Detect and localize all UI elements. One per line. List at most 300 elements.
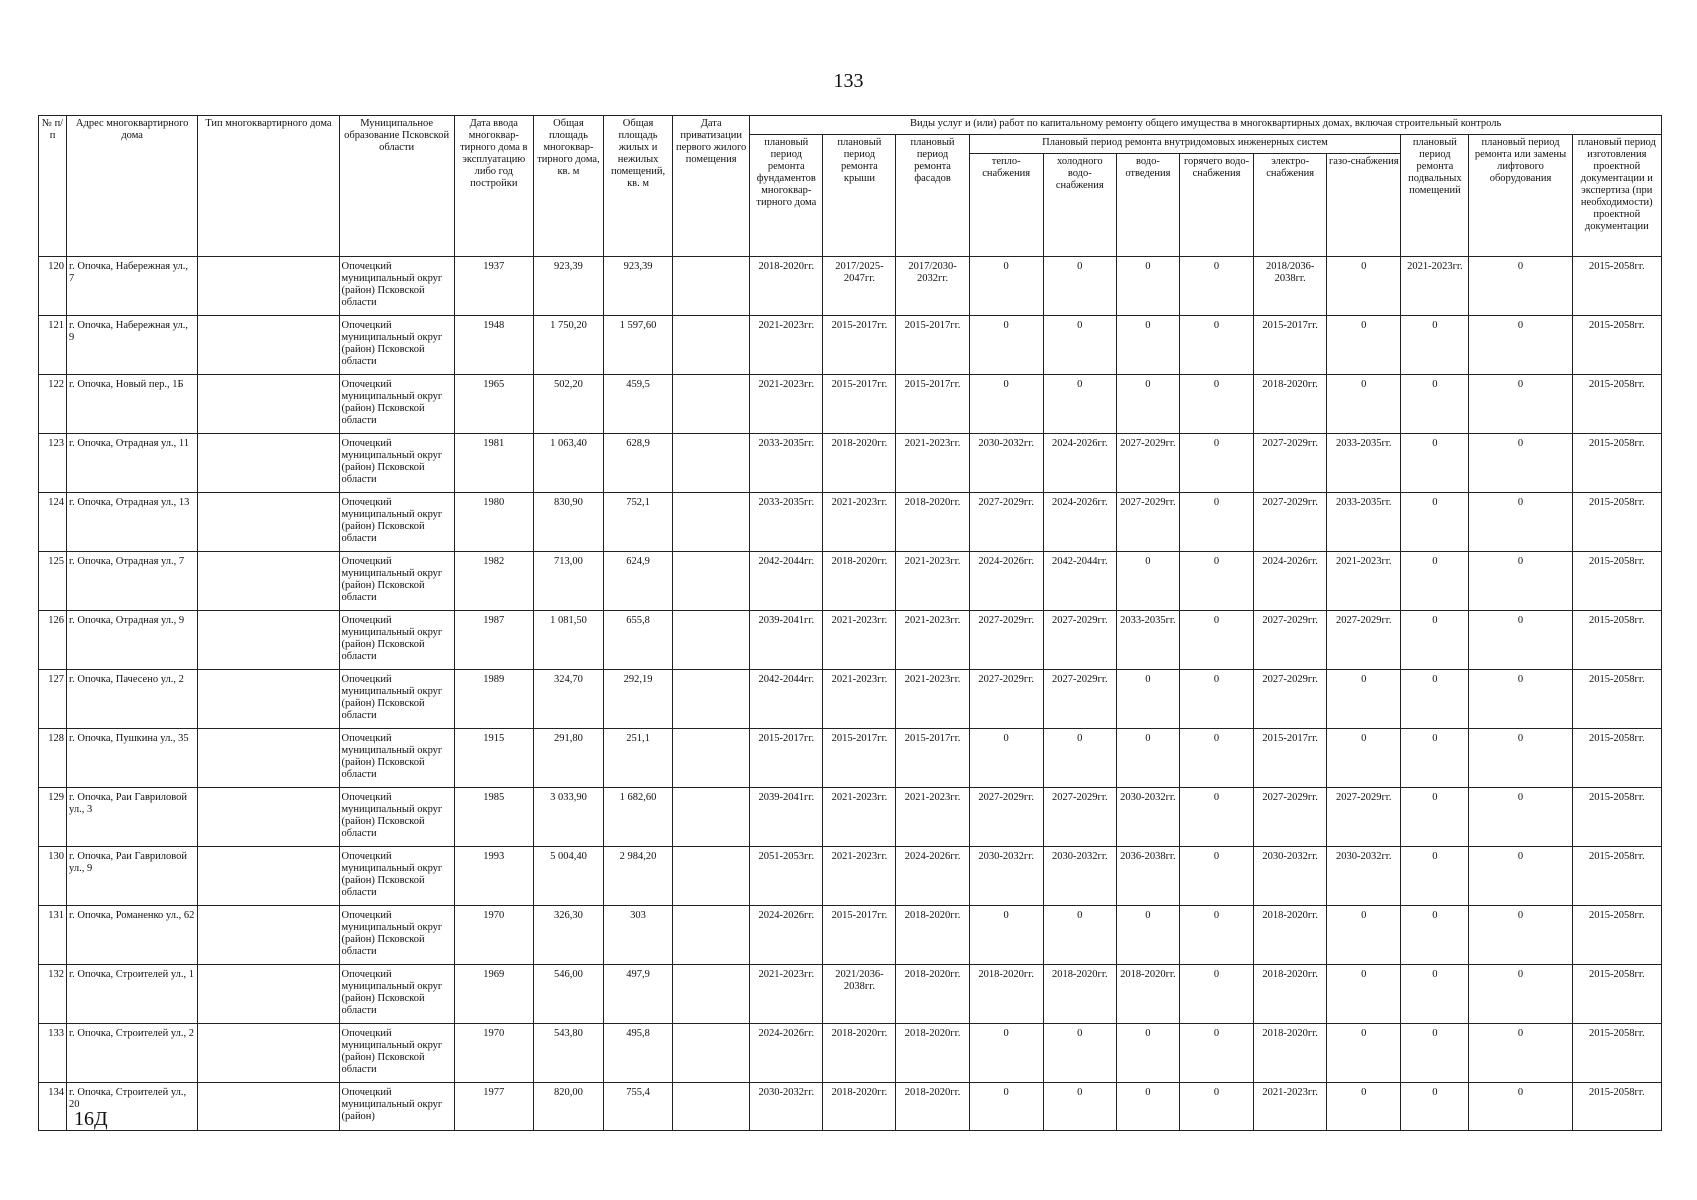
row-total-area: 543,80: [533, 1024, 603, 1083]
row-basement: 0: [1401, 316, 1469, 375]
row-gas: 0: [1327, 906, 1401, 965]
row-privatization: [673, 906, 750, 965]
row-municipality: Опочецкий муниципальный округ (район) Псковской области: [339, 788, 454, 847]
row-roof: 2017/2025-2047гг.: [823, 257, 896, 316]
row-hot-water: 0: [1179, 906, 1253, 965]
col-heat: тепло-снабжения: [969, 154, 1043, 257]
row-residential-area: 495,8: [604, 1024, 673, 1083]
table-row: [39, 729, 1662, 788]
row-address: г. Опочка, Новый пер., 1Б: [67, 375, 198, 434]
row-drainage: 0: [1116, 906, 1179, 965]
row-address: г. Опочка, Пачесено ул., 2: [67, 670, 198, 729]
row-municipality: Опочецкий муниципальный округ (район) Псковской области: [339, 316, 454, 375]
row-roof: 2021-2023гг.: [823, 493, 896, 552]
row-drainage: 0: [1116, 257, 1179, 316]
row-drainage: 2036-2038гг.: [1116, 847, 1179, 906]
row-heat: 0: [969, 906, 1043, 965]
row-roof: 2015-2017гг.: [823, 316, 896, 375]
row-roof: 2018-2020гг.: [823, 552, 896, 611]
row-electric: 2018-2020гг.: [1254, 1024, 1327, 1083]
row-year: 1993: [454, 847, 533, 906]
row-total-area: 3 033,90: [533, 788, 603, 847]
row-privatization: [673, 257, 750, 316]
row-municipality: Опочецкий муниципальный округ (район) Псковской области: [339, 1024, 454, 1083]
row-design-docs: 2015-2058гг.: [1572, 729, 1661, 788]
row-total-area: 1 063,40: [533, 434, 603, 493]
row-gas: 2027-2029гг.: [1327, 788, 1401, 847]
row-heat: 2030-2032гг.: [969, 434, 1043, 493]
row-heat: 0: [969, 257, 1043, 316]
row-residential-area: 624,9: [604, 552, 673, 611]
row-basement: 0: [1401, 906, 1469, 965]
table-body: [39, 257, 1662, 1131]
row-drainage: 0: [1116, 729, 1179, 788]
col-drainage: водо-отведения: [1116, 154, 1179, 257]
col-elevator: плановый период ремонта или замены лифтового оборудования: [1469, 135, 1572, 257]
table-row: [39, 493, 1662, 552]
row-hot-water: 0: [1179, 611, 1253, 670]
row-type: [198, 788, 339, 847]
row-design-docs: 2015-2058гг.: [1572, 375, 1661, 434]
row-residential-area: 303: [604, 906, 673, 965]
row-design-docs: 2015-2058гг.: [1572, 906, 1661, 965]
row-gas: 0: [1327, 670, 1401, 729]
row-cold-water: 0: [1043, 316, 1116, 375]
row-number: 128: [39, 729, 67, 788]
row-heat: 2024-2026гг.: [969, 552, 1043, 611]
row-drainage: 0: [1116, 552, 1179, 611]
row-foundation: 2024-2026гг.: [750, 906, 823, 965]
row-type: [198, 434, 339, 493]
row-elevator: 0: [1469, 670, 1572, 729]
row-facade: 2021-2023гг.: [896, 552, 969, 611]
row-facade: 2018-2020гг.: [896, 1083, 969, 1131]
row-design-docs: 2015-2058гг.: [1572, 611, 1661, 670]
row-hot-water: 0: [1179, 965, 1253, 1024]
row-roof: 2021-2023гг.: [823, 611, 896, 670]
row-roof: 2018-2020гг.: [823, 1083, 896, 1131]
row-year: 1987: [454, 611, 533, 670]
col-residential-area: Общая площадь жилых и нежилых помещений, кв. м: [604, 116, 673, 257]
row-cold-water: 2042-2044гг.: [1043, 552, 1116, 611]
row-type: [198, 257, 339, 316]
row-hot-water: 0: [1179, 670, 1253, 729]
row-heat: 2027-2029гг.: [969, 611, 1043, 670]
row-foundation: 2042-2044гг.: [750, 670, 823, 729]
col-electric: электро-снабжения: [1254, 154, 1327, 257]
row-facade: 2021-2023гг.: [896, 611, 969, 670]
row-basement: 0: [1401, 1083, 1469, 1131]
row-municipality: Опочецкий муниципальный округ (район) Псковской области: [339, 493, 454, 552]
row-number: 131: [39, 906, 67, 965]
row-elevator: 0: [1469, 965, 1572, 1024]
row-year: 1989: [454, 670, 533, 729]
row-elevator: 0: [1469, 729, 1572, 788]
row-drainage: 2018-2020гг.: [1116, 965, 1179, 1024]
row-address: г. Опочка, Раи Гавриловой ул., 3: [67, 788, 198, 847]
row-hot-water: 0: [1179, 375, 1253, 434]
row-basement: 0: [1401, 434, 1469, 493]
row-facade: 2015-2017гг.: [896, 316, 969, 375]
row-address: г. Опочка, Набережная ул., 7: [67, 257, 198, 316]
row-heat: 0: [969, 375, 1043, 434]
row-roof: 2021-2023гг.: [823, 788, 896, 847]
row-design-docs: 2015-2058гг.: [1572, 965, 1661, 1024]
row-gas: 2030-2032гг.: [1327, 847, 1401, 906]
row-basement: 0: [1401, 729, 1469, 788]
row-address: г. Опочка, Строителей ул., 1: [67, 965, 198, 1024]
table-row: [39, 611, 1662, 670]
row-elevator: 0: [1469, 552, 1572, 611]
row-type: [198, 847, 339, 906]
row-total-area: 502,20: [533, 375, 603, 434]
row-cold-water: 0: [1043, 906, 1116, 965]
row-hot-water: 0: [1179, 1024, 1253, 1083]
row-heat: 0: [969, 1024, 1043, 1083]
row-heat: 0: [969, 316, 1043, 375]
row-year: 1981: [454, 434, 533, 493]
col-municipality: Муниципальное образование Псковской области: [339, 116, 454, 257]
table-header: [39, 116, 1662, 257]
engineering-group-header: Плановый период ремонта внутридомовых инженерных систем: [969, 135, 1401, 154]
col-total-area: Общая площадь многоквар-тирного дома, кв. м: [533, 116, 603, 257]
row-facade: 2021-2023гг.: [896, 434, 969, 493]
row-year: 1948: [454, 316, 533, 375]
row-privatization: [673, 965, 750, 1024]
capital-repair-table: [38, 115, 1662, 1131]
row-basement: 0: [1401, 552, 1469, 611]
row-facade: 2018-2020гг.: [896, 965, 969, 1024]
row-roof: 2018-2020гг.: [823, 434, 896, 493]
col-address: Адрес многоквартирного дома: [67, 116, 198, 257]
row-foundation: 2021-2023гг.: [750, 965, 823, 1024]
row-gas: 2033-2035гг.: [1327, 434, 1401, 493]
row-facade: 2015-2017гг.: [896, 375, 969, 434]
row-privatization: [673, 670, 750, 729]
row-cold-water: 2027-2029гг.: [1043, 611, 1116, 670]
row-cold-water: 0: [1043, 375, 1116, 434]
row-gas: 0: [1327, 729, 1401, 788]
row-privatization: [673, 611, 750, 670]
row-facade: 2018-2020гг.: [896, 493, 969, 552]
row-gas: 0: [1327, 1083, 1401, 1131]
row-basement: 0: [1401, 847, 1469, 906]
table-row: [39, 788, 1662, 847]
row-residential-area: 1 597,60: [604, 316, 673, 375]
row-type: [198, 611, 339, 670]
row-residential-area: 251,1: [604, 729, 673, 788]
row-drainage: 0: [1116, 316, 1179, 375]
row-residential-area: 628,9: [604, 434, 673, 493]
row-address: г. Опочка, Отрадная ул., 9: [67, 611, 198, 670]
row-total-area: 546,00: [533, 965, 603, 1024]
row-privatization: [673, 493, 750, 552]
row-hot-water: 0: [1179, 257, 1253, 316]
row-roof: 2021-2023гг.: [823, 847, 896, 906]
row-gas: 0: [1327, 316, 1401, 375]
row-municipality: Опочецкий муниципальный округ (район) Псковской области: [339, 375, 454, 434]
row-design-docs: 2015-2058гг.: [1572, 257, 1661, 316]
col-num: № п/п: [39, 116, 67, 257]
row-design-docs: 2015-2058гг.: [1572, 434, 1661, 493]
row-gas: 0: [1327, 1024, 1401, 1083]
row-number: 129: [39, 788, 67, 847]
row-design-docs: 2015-2058гг.: [1572, 670, 1661, 729]
row-year: 1980: [454, 493, 533, 552]
row-year: 1969: [454, 965, 533, 1024]
col-type: Тип многоквартирного дома: [198, 116, 339, 257]
row-hot-water: 0: [1179, 434, 1253, 493]
col-privatization-date: Дата приватизации первого жилого помещения: [673, 116, 750, 257]
row-cold-water: 2024-2026гг.: [1043, 434, 1116, 493]
row-type: [198, 1024, 339, 1083]
row-electric: 2027-2029гг.: [1254, 611, 1327, 670]
row-privatization: [673, 847, 750, 906]
row-drainage: 0: [1116, 1024, 1179, 1083]
row-residential-area: 459,5: [604, 375, 673, 434]
row-year: 1965: [454, 375, 533, 434]
row-roof: 2015-2017гг.: [823, 906, 896, 965]
row-electric: 2027-2029гг.: [1254, 670, 1327, 729]
row-foundation: 2051-2053гг.: [750, 847, 823, 906]
row-number: 127: [39, 670, 67, 729]
row-foundation: 2039-2041гг.: [750, 788, 823, 847]
row-total-area: 1 081,50: [533, 611, 603, 670]
row-hot-water: 0: [1179, 493, 1253, 552]
row-cold-water: 0: [1043, 1024, 1116, 1083]
row-municipality: Опочецкий муниципальный округ (район) Псковской области: [339, 847, 454, 906]
row-gas: 2033-2035гг.: [1327, 493, 1401, 552]
row-address: г. Опочка, Отрадная ул., 7: [67, 552, 198, 611]
row-drainage: 2027-2029гг.: [1116, 493, 1179, 552]
row-number: 121: [39, 316, 67, 375]
row-residential-area: 655,8: [604, 611, 673, 670]
row-elevator: 0: [1469, 788, 1572, 847]
row-municipality: Опочецкий муниципальный округ (район) Псковской области: [339, 611, 454, 670]
row-cold-water: 0: [1043, 729, 1116, 788]
row-drainage: 0: [1116, 375, 1179, 434]
footer-code: 16Д: [74, 1108, 108, 1130]
row-foundation: 2015-2017гг.: [750, 729, 823, 788]
col-basement: плановый период ремонта подвальных помещений: [1401, 135, 1469, 257]
row-facade: 2018-2020гг.: [896, 906, 969, 965]
row-foundation: 2030-2032гг.: [750, 1083, 823, 1131]
row-elevator: 0: [1469, 316, 1572, 375]
row-gas: 2021-2023гг.: [1327, 552, 1401, 611]
row-basement: 2021-2023гг.: [1401, 257, 1469, 316]
row-year: 1970: [454, 906, 533, 965]
row-heat: 2027-2029гг.: [969, 493, 1043, 552]
row-cold-water: 2030-2032гг.: [1043, 847, 1116, 906]
row-basement: 0: [1401, 965, 1469, 1024]
row-privatization: [673, 316, 750, 375]
row-design-docs: 2015-2058гг.: [1572, 493, 1661, 552]
row-address: г. Опочка, Отрадная ул., 13: [67, 493, 198, 552]
row-facade: 2015-2017гг.: [896, 729, 969, 788]
row-design-docs: 2015-2058гг.: [1572, 1024, 1661, 1083]
row-cold-water: 2027-2029гг.: [1043, 788, 1116, 847]
col-gas: газо-снабжения: [1327, 154, 1401, 257]
table-row: [39, 434, 1662, 493]
col-date-commission: Дата ввода многоквар-тирного дома в эксплуатацию либо год постройки: [454, 116, 533, 257]
row-heat: 2030-2032гг.: [969, 847, 1043, 906]
works-group-header: Виды услуг и (или) работ по капитальному ремонту общего имущества в многоквартирных домах, включая строительный контроль: [750, 116, 1662, 135]
row-municipality: Опочецкий муниципальный округ (район): [339, 1083, 454, 1131]
row-year: 1977: [454, 1083, 533, 1131]
row-foundation: 2021-2023гг.: [750, 375, 823, 434]
row-type: [198, 552, 339, 611]
row-address: г. Опочка, Отрадная ул., 11: [67, 434, 198, 493]
col-roof: плановый период ремонта крыши: [823, 135, 896, 257]
row-number: 126: [39, 611, 67, 670]
row-hot-water: 0: [1179, 1083, 1253, 1131]
row-basement: 0: [1401, 493, 1469, 552]
row-year: 1985: [454, 788, 533, 847]
row-foundation: 2024-2026гг.: [750, 1024, 823, 1083]
row-total-area: 830,90: [533, 493, 603, 552]
row-residential-area: 752,1: [604, 493, 673, 552]
row-year: 1982: [454, 552, 533, 611]
row-drainage: 2033-2035гг.: [1116, 611, 1179, 670]
table-row: [39, 670, 1662, 729]
row-elevator: 0: [1469, 257, 1572, 316]
row-total-area: 820,00: [533, 1083, 603, 1131]
row-number: 132: [39, 965, 67, 1024]
table-row: [39, 316, 1662, 375]
row-hot-water: 0: [1179, 788, 1253, 847]
row-facade: 2017/2030-2032гг.: [896, 257, 969, 316]
row-gas: 0: [1327, 965, 1401, 1024]
row-heat: 0: [969, 1083, 1043, 1131]
table-row: [39, 552, 1662, 611]
row-municipality: Опочецкий муниципальный округ (район) Псковской области: [339, 906, 454, 965]
row-gas: 2027-2029гг.: [1327, 611, 1401, 670]
col-facade: плановый период ремонта фасадов: [896, 135, 969, 257]
row-hot-water: 0: [1179, 847, 1253, 906]
row-electric: 2018-2020гг.: [1254, 375, 1327, 434]
row-municipality: Опочецкий муниципальный округ (район) Псковской области: [339, 729, 454, 788]
row-facade: 2021-2023гг.: [896, 670, 969, 729]
row-privatization: [673, 552, 750, 611]
row-number: 125: [39, 552, 67, 611]
table-row: [39, 1024, 1662, 1083]
row-basement: 0: [1401, 611, 1469, 670]
row-design-docs: 2015-2058гг.: [1572, 316, 1661, 375]
row-electric: 2018-2020гг.: [1254, 906, 1327, 965]
table-row: [39, 1083, 1662, 1131]
row-year: 1937: [454, 257, 533, 316]
row-electric: 2024-2026гг.: [1254, 552, 1327, 611]
row-elevator: 0: [1469, 434, 1572, 493]
row-foundation: 2018-2020гг.: [750, 257, 823, 316]
row-roof: 2015-2017гг.: [823, 729, 896, 788]
row-total-area: 713,00: [533, 552, 603, 611]
row-type: [198, 906, 339, 965]
row-type: [198, 1083, 339, 1131]
row-foundation: 2042-2044гг.: [750, 552, 823, 611]
row-cold-water: 2024-2026гг.: [1043, 493, 1116, 552]
row-cold-water: 2018-2020гг.: [1043, 965, 1116, 1024]
row-elevator: 0: [1469, 847, 1572, 906]
row-municipality: Опочецкий муниципальный округ (район) Псковской области: [339, 965, 454, 1024]
row-hot-water: 0: [1179, 552, 1253, 611]
row-foundation: 2033-2035гг.: [750, 434, 823, 493]
row-design-docs: 2015-2058гг.: [1572, 788, 1661, 847]
row-drainage: 2027-2029гг.: [1116, 434, 1179, 493]
row-year: 1915: [454, 729, 533, 788]
row-gas: 0: [1327, 375, 1401, 434]
row-residential-area: 1 682,60: [604, 788, 673, 847]
row-privatization: [673, 1083, 750, 1131]
row-residential-area: 292,19: [604, 670, 673, 729]
row-facade: 2018-2020гг.: [896, 1024, 969, 1083]
row-roof: 2018-2020гг.: [823, 1024, 896, 1083]
row-number: 122: [39, 375, 67, 434]
row-number: 120: [39, 257, 67, 316]
row-address: г. Опочка, Раи Гавриловой ул., 9: [67, 847, 198, 906]
row-elevator: 0: [1469, 375, 1572, 434]
row-electric: 2015-2017гг.: [1254, 729, 1327, 788]
row-address: г. Опочка, Пушкина ул., 35: [67, 729, 198, 788]
col-cold-water: холодного водо-снабжения: [1043, 154, 1116, 257]
row-foundation: 2021-2023гг.: [750, 316, 823, 375]
row-privatization: [673, 788, 750, 847]
row-number: 124: [39, 493, 67, 552]
row-heat: 0: [969, 729, 1043, 788]
row-electric: 2027-2029гг.: [1254, 493, 1327, 552]
row-design-docs: 2015-2058гг.: [1572, 1083, 1661, 1131]
row-municipality: Опочецкий муниципальный округ (район) Псковской области: [339, 552, 454, 611]
row-address: г. Опочка, Набережная ул., 9: [67, 316, 198, 375]
row-municipality: Опочецкий муниципальный округ (район) Псковской области: [339, 257, 454, 316]
row-elevator: 0: [1469, 493, 1572, 552]
row-drainage: 0: [1116, 670, 1179, 729]
col-foundation: плановый период ремонта фундаментов многоквар-тирного дома: [750, 135, 823, 257]
row-residential-area: 923,39: [604, 257, 673, 316]
row-drainage: 2030-2032гг.: [1116, 788, 1179, 847]
table-row: [39, 375, 1662, 434]
row-type: [198, 670, 339, 729]
row-type: [198, 729, 339, 788]
row-number: 130: [39, 847, 67, 906]
row-roof: 2021-2023гг.: [823, 670, 896, 729]
row-electric: 2027-2029гг.: [1254, 434, 1327, 493]
row-elevator: 0: [1469, 1024, 1572, 1083]
row-total-area: 326,30: [533, 906, 603, 965]
row-facade: 2024-2026гг.: [896, 847, 969, 906]
row-hot-water: 0: [1179, 729, 1253, 788]
page-number: 133: [833, 70, 864, 92]
row-basement: 0: [1401, 375, 1469, 434]
row-foundation: 2033-2035гг.: [750, 493, 823, 552]
row-drainage: 0: [1116, 1083, 1179, 1131]
row-cold-water: 2027-2029гг.: [1043, 670, 1116, 729]
table-row: [39, 965, 1662, 1024]
row-privatization: [673, 375, 750, 434]
row-electric: 2018-2020гг.: [1254, 965, 1327, 1024]
col-design-docs: плановый период изготовления проектной документации и экспертиза (при необходимости) проектной документации: [1572, 135, 1661, 257]
row-municipality: Опочецкий муниципальный округ (район) Псковской области: [339, 670, 454, 729]
row-cold-water: 0: [1043, 1083, 1116, 1131]
row-privatization: [673, 1024, 750, 1083]
row-total-area: 291,80: [533, 729, 603, 788]
row-address: г. Опочка, Романенко ул., 62: [67, 906, 198, 965]
row-elevator: 0: [1469, 1083, 1572, 1131]
table-row: [39, 906, 1662, 965]
row-municipality: Опочецкий муниципальный округ (район) Псковской области: [339, 434, 454, 493]
row-basement: 0: [1401, 1024, 1469, 1083]
row-number: 133: [39, 1024, 67, 1083]
